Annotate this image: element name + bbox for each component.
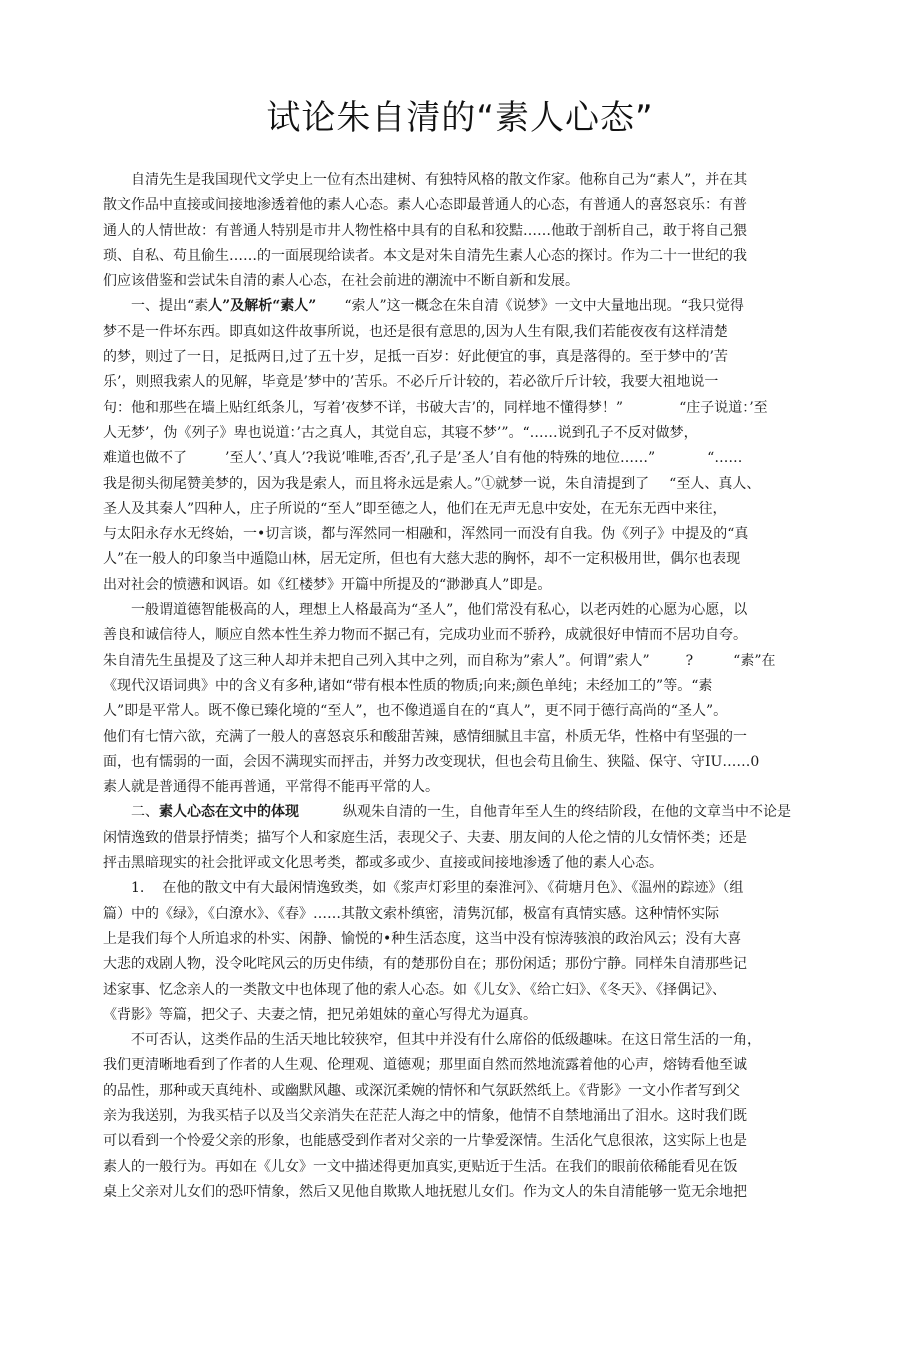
paragraph-line: 乐’，则照我索人的见解，毕竟是’梦中的’苦乐。不必斤斤计较的，若必欲斤斤计较，我要大祖地说一 <box>103 374 719 391</box>
paragraph-line: 的梦，则过了一日，足抵两日,过了五十岁，足抵一百岁：好此便宜的事，真是落得的。至于梦中的’苦 <box>103 349 728 366</box>
paragraph-line: 《背影》等篇，把父子、夫妻之情，把兄弟姐妹的童心写得尤为逼真。 <box>103 1006 537 1023</box>
paragraph-line: 桌上父亲对儿女们的恐吓情象，然后又见他自欺欺人地抚慰儿女们。作为文人的朱自清能够一览无余地把 <box>103 1183 747 1200</box>
paragraph-line: 的品性，那种或天真纯朴、或幽默风趣、或深沉柔婉的情怀和气氛跃然纸上。《背影》一文小作者写到父 <box>103 1082 740 1099</box>
section-heading: 一、提出“素人”及解析“素人” <box>131 298 317 315</box>
paragraph-line: 难道也做不了 ’至人’、’真人’?我说’唯唯,否否’,孔子是’圣人’自有他的特殊的地位……” “…… <box>103 450 743 467</box>
paragraph-line: 面，也有懦弱的一面，会因不满现实而抨击，并努力改变现状，但也会苟且偷生、狭隘、保守、守IU……0 <box>103 753 760 770</box>
paragraph-line: 与太阳永存水无终始，一•切言谈，都与浑然同一相融和，浑然同一而没有自我。伪《列子》中提及的“真 <box>103 526 749 543</box>
paragraph-line: 们应该借鉴和尝试朱自清的素人心态，在社会前进的潮流中不断自新和发展。 <box>103 273 579 290</box>
article-body <box>103 168 821 1205</box>
paragraph-line: 人”即是平常人。既不像已臻化境的“至人”，也不像逍遥自在的“真人”，更不同于德行高尚的“圣人”。 <box>103 703 728 720</box>
paragraph-line: 朱自清先生虽提及了这三种人却并未把自己列入其中之列，而自称为”索人”。何谓”索人” ? “素”在 <box>103 652 776 669</box>
paragraph-line: 人”在一般人的印象当中遁隐山林，居无定所，但也有大慈大悲的胸怀，却不一定积极用世，偶尔也表现 <box>103 551 741 568</box>
paragraph-line: 闲情逸致的借景抒情类；描写个人和家庭生活，表现父子、夫妻、朋友间的人伦之情的儿女情怀类；还是 <box>103 829 747 846</box>
paragraph-line: 素人的一般行为。再如在《儿女》一文中描述得更加真实,更贴近于生活。在我们的眼前依稀能看见在饭 <box>103 1158 738 1175</box>
paragraph-line: 通人的人情世故：有普通人特别是市井人物性格中具有的自私和狡黠……他敢于剖析自己，敢于将自己猥 <box>103 222 747 239</box>
page-title: 试论朱自清的“素人心态” <box>266 98 654 138</box>
paragraph-line: 述家事、忆念亲人的一类散文中也体现了他的索人心态。如《儿女》、《给亡妇》、《冬天》、《择偶记》、 <box>103 981 726 998</box>
paragraph-line: 抨击黑暗现实的社会批评或文化思考类，都或多或少、直接或间接地渗透了他的素人心态。 <box>103 855 663 872</box>
paragraph-line: 一般谓道德智能极高的人，理想上人格最高为“圣人”，他们常没有私心，以老丙姓的心愿为心愿，以 <box>131 602 748 619</box>
paragraph-line: 素人就是普通得不能再普通，平常得不能再平常的人。 <box>103 779 439 796</box>
paragraph-line: 人无梦’，伪《列子》卑也说道：’古之真人，其觉自忘，其寝不梦’”。“……说到孔子不反对做梦， <box>103 424 698 441</box>
paragraph-line: 散文作品中直接或间接地渗透着他的素人心态。素人心态即最普通人的心态，有普通人的喜怒哀乐：有普 <box>103 197 747 214</box>
paragraph-line: 圣人及其秦人”四种人，庄子所说的“至人”即至德之人，他们在无声无息中安处，在无东无西中来往， <box>103 500 727 517</box>
section-heading-line: 一、提出“素人”及解析“素人” “索人”这一概念在朱自清《说梦》一文中大量地出现。“我只觉得 <box>131 298 744 315</box>
paragraph-line: 可以看到一个怜爱父亲的形象，也能感受到作者对父亲的一片挚爱深情。生活化气息很浓，这实际上也是 <box>103 1133 747 1150</box>
paragraph-line: 句：他和那些在墙上贴红纸条儿，写着’夜梦不详，书破大吉’的，同样地不懂得梦！” “庄子说道：’至 <box>103 399 768 416</box>
paragraph-line: 梦不是一件坏东西。即真如这件故事所说，也还是很有意思的,因为人生有限,我们若能夜夜有这样清楚 <box>103 323 728 340</box>
paragraph-line: 不可否认，这类作品的生活天地比较狭窄，但其中并没有什么席俗的低级趣味。在这日常生活的一角， <box>131 1032 761 1049</box>
paragraph-line: 篇）中的《绿》，《白潦水》、《春》……其散文索朴缜密，清隽沉郁，极富有真情实感。这种情怀实际 <box>103 905 719 922</box>
paragraph-line: 出对社会的愤懑和讽语。如《红楼梦》开篇中所提及的“渺渺真人”即是。 <box>103 576 552 593</box>
paragraph-line: 亲为我送别，为我买桔子以及当父亲消失在茫茫人海之中的情象，他情不自禁地涌出了泪水。这时我们既 <box>103 1107 747 1124</box>
section-heading-line: 二、素人心态在文中的体现 纵观朱自清的一生，自他青年至人生的终结阶段，在他的文章当中不论是 <box>131 804 791 821</box>
paragraph-line: 上是我们每个人所追求的朴实、闲静、愉悦的•种生活态度，这当中没有惊涛骇浪的政治风云；没有大喜 <box>103 930 742 947</box>
paragraph-line: 大悲的戏剧人物，没令叱咤风云的历史伟绩，有的楚那份自在；那份闲适；那份宁静。同样朱自清那些记 <box>103 956 747 973</box>
paragraph-line: 他们有七情六欲，充满了一般人的喜怒哀乐和酸甜苦辣，感情细腻且丰富，朴质无华，性格中有坚强的一 <box>103 728 747 745</box>
paragraph-line: 琐、自私、苟且偷生……的一面展现给读者。本文是对朱自清先生素人心态的探讨。作为二十一世纪的我 <box>103 247 747 264</box>
paragraph-line: 自清先生是我国现代文学史上一位有杰出建树、有独特风格的散文作家。他称自己为“素人”，并在其 <box>131 172 748 188</box>
paragraph-line: 善良和诚信待人，顺应自然本性生养力物而不据己有，完成功业而不骄矜，成就很好申情而不居功自夸。 <box>103 627 747 644</box>
section-heading: 二、素人心态在文中的体现 <box>131 804 299 821</box>
paragraph-line: 《现代汉语词典》中的含义有多种,诸如“带有根本性质的物质;向来;颜色单纯；未经加工的”等。“素 <box>103 677 713 694</box>
paragraph-line: 我们更清晰地看到了作者的人生观、伦理观、道德观；那里面自然而然地流露着他的心声，熔铸看他至诚 <box>103 1057 747 1074</box>
paragraph-line: 1. 在他的散文中有大最闲情逸致类，如《浆声灯彩里的秦淮河》、《荷塘月色》、《温州的踪迹》（组 <box>131 880 744 897</box>
paragraph-line: 我是彻头彻尾赞美梦的，因为我是索人，而且将永远是索人。”①就梦一说，朱自清提到了 “至人、真人、 <box>103 475 761 492</box>
